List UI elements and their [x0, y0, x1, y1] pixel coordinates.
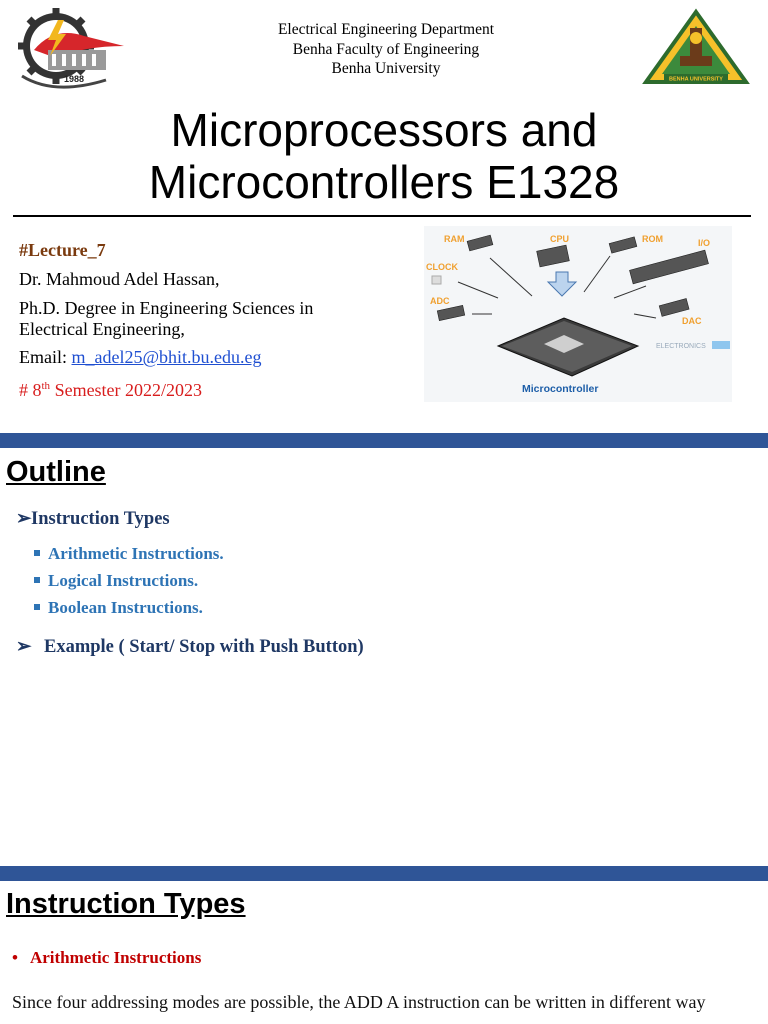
department-header: [230, 20, 542, 79]
course-title-line2: Microcontrollers E1328: [148, 156, 620, 208]
semester-prefix: # 8: [19, 380, 42, 400]
faculty-logo: [14, 6, 132, 92]
round-bullet-icon: •: [12, 948, 18, 967]
ram-label: RAM: [444, 234, 465, 244]
dac-label: DAC: [682, 316, 702, 326]
cpu-label: CPU: [550, 234, 570, 244]
outline-subitem-label: Boolean Instructions.: [48, 598, 203, 617]
title-divider: [13, 215, 751, 217]
square-bullet-icon: [34, 604, 40, 610]
course-title: [80, 104, 688, 208]
microcontroller-label: Microcontroller: [522, 383, 599, 395]
university-logo: [642, 8, 750, 88]
microcontroller-diagram: [424, 226, 732, 402]
lecture-number: #Lecture_7: [19, 240, 106, 260]
arrow-bullet-icon: ➢: [16, 509, 32, 529]
io-label: I/O: [698, 238, 711, 248]
arithmetic-bullet: [12, 948, 201, 968]
university-name: Benha University: [331, 60, 441, 77]
square-bullet-icon: [34, 550, 40, 556]
svg-text:1988: 1988: [64, 74, 85, 84]
semester-suffix: Semester 2022/2023: [50, 380, 203, 400]
outline-subitem: [34, 544, 224, 564]
arrow-bullet-icon: ➢: [16, 637, 32, 657]
outline-item-example: [16, 636, 364, 658]
outline-item-instruction-types: [16, 508, 170, 530]
email-link[interactable]: m_adel25@bhit.bu.edu.eg: [71, 347, 262, 367]
watermark-text: ELECTRONICS: [656, 343, 706, 350]
square-bullet-icon: [34, 577, 40, 583]
outline-heading: Outline: [6, 456, 106, 488]
slide-separator: [0, 433, 768, 448]
department-name: Electrical Engineering Department: [277, 21, 495, 38]
degree-line-2: Electrical Engineering,: [19, 319, 185, 339]
instructor-name: Dr. Mahmoud Adel Hassan,: [19, 269, 220, 289]
body-paragraph: Since four addressing modes are possible, the ADD A instruction can be written in different way: [12, 992, 706, 1012]
outline-subitem-label: Logical Instructions.: [48, 571, 199, 590]
course-title-line1: Microprocessors and: [170, 104, 598, 156]
arithmetic-bullet-label: Arithmetic Instructions: [29, 948, 202, 967]
outline-item-label: Instruction Types: [31, 509, 170, 529]
semester-ordinal: th: [41, 380, 51, 392]
outline-subitem: [34, 571, 198, 591]
rom-label: ROM: [642, 234, 663, 244]
degree-line-1: Ph.D. Degree in Engineering Sciences in: [19, 298, 314, 318]
instruction-types-heading: Instruction Types: [6, 888, 246, 920]
email-row: [19, 347, 262, 368]
clock-label: CLOCK: [426, 262, 458, 272]
outline-item-label: Example ( Start/ Stop with Push Button): [44, 637, 364, 657]
outline-subitem-label: Arithmetic Instructions.: [48, 544, 224, 563]
outline-subitem: [34, 598, 203, 618]
semester: [19, 376, 202, 401]
svg-text:BENHA UNIVERSITY: BENHA UNIVERSITY: [669, 76, 723, 83]
adc-label: ADC: [430, 296, 450, 306]
faculty-name: Benha Faculty of Engineering: [292, 40, 480, 58]
slide-separator: [0, 866, 768, 881]
email-label: Email:: [19, 347, 72, 367]
